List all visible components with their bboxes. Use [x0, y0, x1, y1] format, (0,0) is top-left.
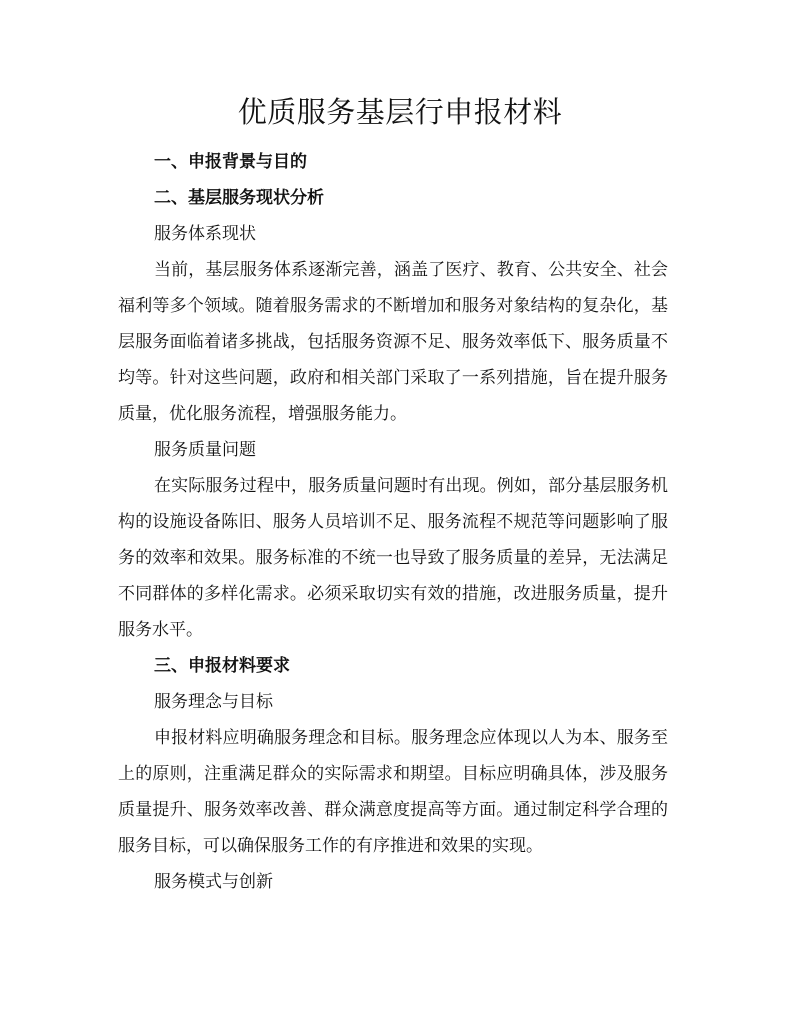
- subheading-service-system: 服务体系现状: [154, 224, 256, 244]
- subheading-service-model: 服务模式与创新: [154, 872, 273, 892]
- document-body: [118, 144, 668, 900]
- section-heading-status-analysis: 二、基层服务现状分析: [154, 188, 324, 208]
- section-heading-requirements: 三、申报材料要求: [154, 656, 290, 676]
- paragraph-service-quality: 在实际服务过程中，服务质量问题时有出现。例如，部分基层服务机构的设施设备陈旧、服务人员培训不足、服务流程不规范等问题影响了服务的效率和效果。服务标准的不统一也导致了服务质量的差异，无法满足不同群体的多样化需求。必须采取切实有效的措施，改进服务质量，提升服务水平。: [118, 476, 668, 640]
- document-title: 优质服务基层行申报材料: [237, 95, 563, 129]
- paragraph-service-philosophy: 申报材料应明确服务理念和目标。服务理念应体现以人为本、服务至上的原则，注重满足群众的实际需求和期望。目标应明确具体，涉及服务质量提升、服务效率改善、群众满意度提高等方面。通过制定科学合理的服务目标，可以确保服务工作的有序推进和效果的实现。: [118, 728, 668, 856]
- section-heading-background: 一、申报背景与目的: [154, 152, 307, 172]
- subheading-service-philosophy: 服务理念与目标: [154, 692, 273, 712]
- paragraph-service-system: 当前，基层服务体系逐渐完善，涵盖了医疗、教育、公共安全、社会福利等多个领域。随着服务需求的不断增加和服务对象结构的复杂化，基层服务面临着诸多挑战，包括服务资源不足、服务效率低下、服务质量不均等。针对这些问题，政府和相关部门采取了一系列措施，旨在提升服务质量，优化服务流程，增强服务能力。: [118, 260, 668, 424]
- subheading-service-quality: 服务质量问题: [154, 440, 256, 460]
